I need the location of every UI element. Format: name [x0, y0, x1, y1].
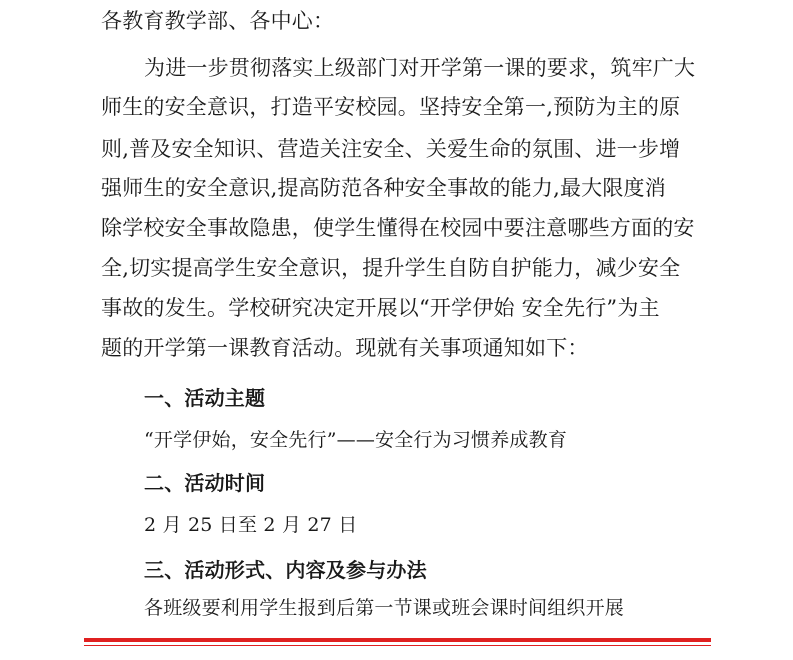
- paragraph-line: 为进一步贯彻落实上级部门对开学第一课的要求，筑牢广大: [144, 56, 696, 80]
- footer-red-rule-thin: [84, 645, 711, 646]
- paragraph-line: 除学校安全事故隐患，使学生懂得在校园中要注意哪些方面的安: [101, 216, 695, 240]
- paragraph-line: 则,普及安全知识、营造关注安全、关爱生命的氛围、进一步增: [101, 137, 681, 161]
- paragraph-line: 全,切实提高学生安全意识，提升学生自防自护能力，减少安全: [101, 256, 681, 280]
- section-text-time: 2 月 25 日至 2 月 27 日: [144, 514, 358, 536]
- salutation: 各教育教学部、各中心：: [101, 9, 335, 33]
- footer-red-rule-thick: [84, 638, 711, 642]
- paragraph-line: 师生的安全意识，打造平安校园。坚持安全第一,预防为主的原: [101, 95, 681, 119]
- paragraph-line: 事故的发生。学校研究决定开展以“开学伊始 安全先行”为主: [101, 296, 660, 320]
- section-text-format: 各班级要利用学生报到后第一节课或班会课时间组织开展: [144, 597, 625, 619]
- section-heading-time: 二、活动时间: [144, 471, 266, 495]
- section-heading-theme: 一、活动主题: [144, 386, 266, 410]
- section-text-theme: “开学伊始，安全先行”——安全行为习惯养成教育: [144, 429, 568, 451]
- paragraph-line: 题的开学第一课教育活动。现就有关事项通知如下：: [101, 336, 589, 360]
- paragraph-line: 强师生的安全意识,提高防范各种安全事故的能力,最大限度消: [101, 176, 666, 200]
- section-heading-format: 三、活动形式、内容及参与办法: [144, 558, 427, 582]
